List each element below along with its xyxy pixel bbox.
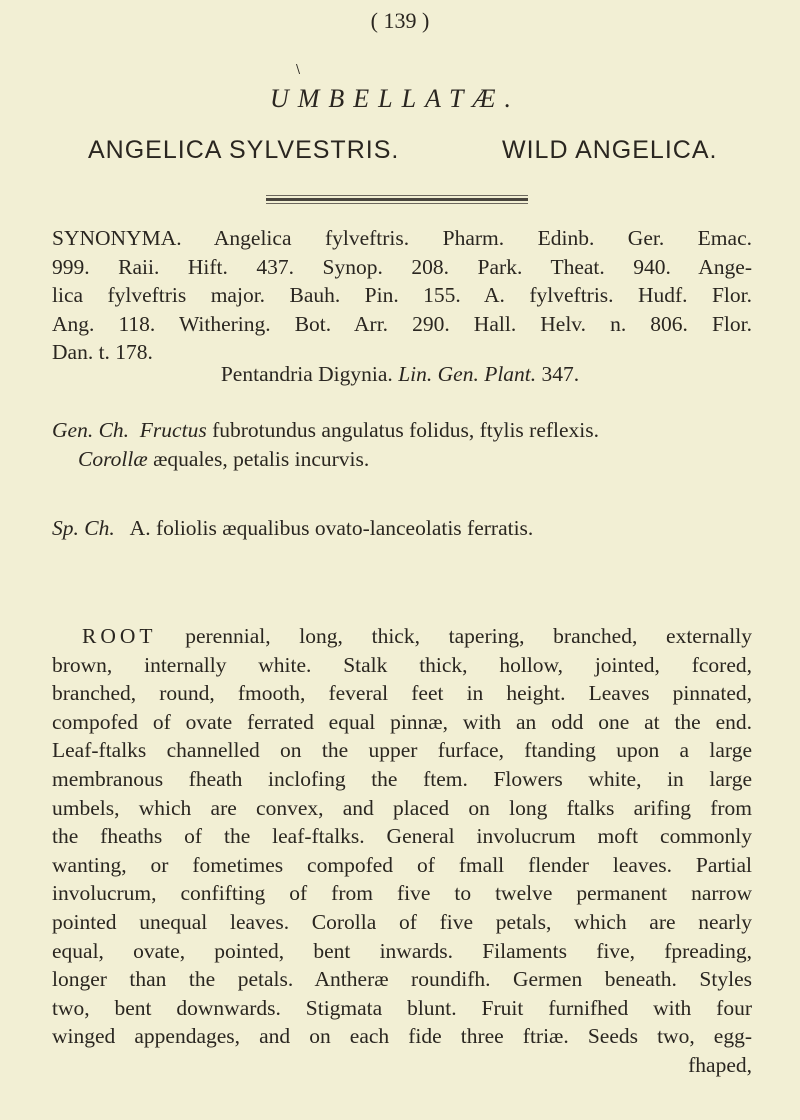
fructus-word: Fructus	[139, 418, 207, 442]
description-line: Leaf-ftalks channelled on the upper furface, ftanding upon a large	[52, 738, 752, 763]
description-line: brown, internally white. Stalk thick, hollow, jointed, fcored,	[52, 652, 752, 677]
generic-text-2: æquales, petalis incurvis.	[153, 446, 370, 471]
first-word: ROOT	[82, 624, 157, 648]
linnaean-classification	[0, 362, 800, 387]
english-name-heading: WILD ANGELICA.	[502, 136, 718, 164]
classification-page: 347.	[541, 362, 580, 386]
generic-line-1	[52, 416, 752, 445]
classification-text: Pentandria Digynia.	[220, 362, 393, 386]
specific-character	[52, 514, 752, 543]
description-paragraph	[52, 622, 752, 1080]
generic-line-2	[52, 445, 752, 474]
description-line: pointed unequal leaves. Corolla of five petals, which are nearly	[52, 909, 752, 934]
printer-mark: \	[296, 62, 301, 76]
description-line: two, bent downwards. Stigmata blunt. Fruit furnifhed with four	[52, 995, 752, 1020]
description-line: membranous fheath inclofing the ftem. Flowers white, in large	[52, 766, 752, 791]
synonyma-line: Dan. t. 178.	[52, 340, 153, 364]
synonyma-line: 999. Raii. Hift. 437. Synop. 208. Park. Theat. 940. Ange-	[52, 254, 752, 279]
corollae-word: Corollæ	[78, 446, 148, 471]
generic-label: Gen. Ch.	[52, 418, 130, 442]
synonyma-line: SYNONYMA. Angelica fylveftris. Pharm. Edinb. Ger. Emac.	[52, 226, 752, 250]
description-line: longer than the petals. Antheræ roundifh. Germen beneath. Styles	[52, 967, 752, 992]
divider-rule-bottom	[266, 203, 528, 204]
generic-character	[52, 416, 752, 473]
description-line: winged appendages, and on each fide three ftriæ. Seeds two, egg-	[52, 1024, 752, 1049]
description-line-catchword: fhaped,	[688, 1052, 752, 1077]
synonyma-line: lica fylveftris major. Bauh. Pin. 155. A. fylveftris. Hudf. Flor.	[52, 283, 752, 307]
description-line: compofed of ovate ferrated equal pinnæ, with an odd one at the end.	[52, 709, 752, 734]
specific-label: Sp. Ch.	[52, 516, 115, 540]
description-line: umbels, which are convex, and placed on long ftalks arifing from	[52, 795, 752, 820]
classification-reference: Lin. Gen. Plant.	[398, 362, 537, 386]
description-line: branched, round, fmooth, feveral feet in height. Leaves pinnated,	[52, 681, 752, 706]
divider-rule-top	[266, 195, 528, 196]
synonyma-paragraph	[52, 224, 752, 367]
synonyma-line: Ang. 118. Withering. Bot. Arr. 290. Hall. Helv. n. 806. Flor.	[52, 311, 752, 336]
description-line: equal, ovate, pointed, bent inwards. Filaments five, fpreading,	[52, 938, 752, 963]
latin-name-heading: ANGELICA SYLVESTRIS.	[88, 136, 400, 164]
description-line: wanting, or fometimes compofed of fmall flender leaves. Partial	[52, 852, 752, 877]
specific-text: A. foliolis æqualibus ovato-lanceolatis ferratis.	[129, 516, 534, 540]
description-line: the fheaths of the leaf-ftalks. General involucrum moft commonly	[52, 824, 752, 849]
divider-rule-middle	[266, 198, 528, 201]
description-line-1: ROOT perennial, long, thick, tapering, branched, externally	[52, 622, 752, 651]
page-number: ( 139 )	[370, 8, 430, 33]
section-heading: UMBELLATÆ.	[269, 84, 521, 113]
generic-text-1: fubrotundus angulatus folidus, ftylis reflexis.	[212, 418, 600, 442]
description-line: involucrum, confifting of from five to twelve permanent narrow	[52, 881, 752, 906]
